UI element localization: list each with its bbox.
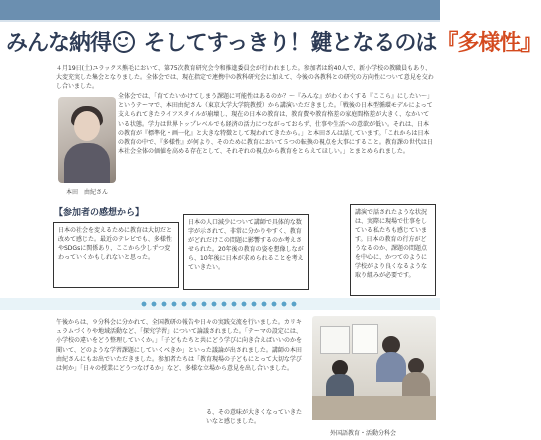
- impression-box-1: 日本の社会を変えるために教育は大切だと改めて感じた。最近のテレビでも、多様性やSDGsに関係あり、ここから少しずつ変わっていくかもしれないと思った。: [53, 222, 179, 288]
- title-middle: そしてすっきり！鍵となるのは: [137, 31, 437, 56]
- header-band: [0, 0, 440, 20]
- intro-paragraph: ４月19日(土)ユラックス熊毛において、第75次教育研究会令和推進委員会が行われました。参加者は約40人で、新小学校の教職員もあり、大変充実した集会となりました。全体会では、現在指定で連携中の教科研究会に加えて、今後の各教科との研究の方向性について意見を交わし合いました。: [56, 65, 434, 91]
- impression-box-3: 講演で話されたような状況は、実際に現場で仕事をしている私たちも感じています。日本の教育の行方がどうなるのか、課題の問題点を中心に、かつてのように学校がより良くなるような取り組みが必要です。: [350, 204, 436, 296]
- speaker-caption: 本田 由紀さん: [66, 189, 109, 196]
- title-prefix: みんな納得: [6, 31, 112, 56]
- afternoon-article-tail: る、その意味が大きくなっていきたいなと感じました。: [206, 409, 303, 426]
- speaker-photo: [58, 97, 116, 183]
- page-title: [6, 26, 541, 56]
- impressions-heading: 【参加者の感想から】: [54, 208, 145, 218]
- smiley-face-icon: [113, 31, 135, 53]
- session-photo: [312, 316, 436, 420]
- title-highlight: 『多様性』: [436, 31, 541, 56]
- dotted-divider: [140, 300, 300, 308]
- lecture-article: 全体会では、「育てたいかけてしまう課題に可能性はあるのか？～『みんな』がわくわくする『ここら』にしたい～」というテーマで、本田由紀さん（東京大学大学院教授）から講演いただきました。「戦後の日本型循環モデルによって支えられてきたライフスタイルが崩壊し、現在の日本の教育は、教育費や教育格差の家庭間格差が大きく、なかいている状態。学力は世界トップレベルでも経済の活力につながっておらず、仕事や生活への意欲が低い。それは、日本の教育が『標準化・画一化』と大きな特徴として現われてきたから。」と本田さんは話しています。「これからは日本の教育の中で、『多様性』が何より、そのために教育において５つの転換の視点を大事にすること。教育課の世代は日本社会全体の価値を高める存在として、それぞれの視点から教育をとらえてほしい。」とまとめられました。: [118, 93, 434, 156]
- header-rule: [0, 20, 440, 22]
- session-photo-caption: 外国語教育・活動分科会: [330, 430, 397, 437]
- afternoon-article: 午後からは、９分科会に分かれて、全国教研の報告や日々の実践交流を行いました。カリキュラムづくりや地域活動など、「探究学習」について論議されました。「テーマの設定には、小学校の違いをどう整理していくか。」「子どもたちと共にどう学びに向き合えばいいのかを聞いて、どのような学習課題にしていくべきか」といった議論が出されました。講師の本田由紀さんにもお出でいただきました。参加者たちは「教育現場の子どもにとって大切な学びは何か」「日々の授業にどうつなげるか」など、多様な立場から意見を出し合いました。: [56, 319, 303, 373]
- impression-box-2: 日本の人口減少について講師で具体的な数字が示されて、非常に分かりやすく、教育がどれだけこの問題に影響するのか考えさせられた。20年後の教育の姿を想像しながら、10年後に日本が求められることを考えていきたい。: [183, 214, 309, 290]
